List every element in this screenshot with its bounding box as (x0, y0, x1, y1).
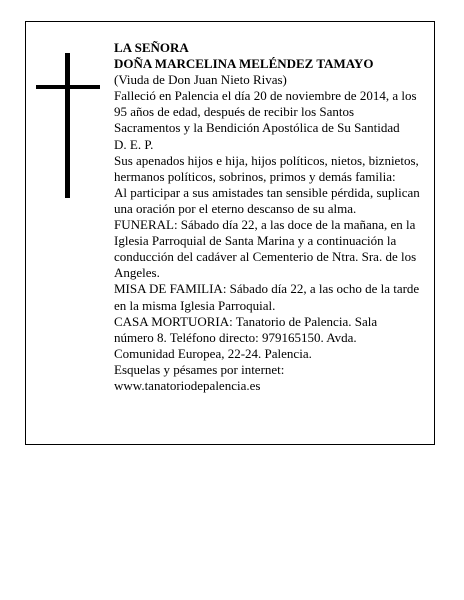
cross-icon (36, 53, 100, 198)
cross-horizontal-bar (36, 85, 100, 89)
family-mass-info: MISA DE FAMILIA: Sábado día 22, a las ocho de la tarde en la misma Iglesia Parroquial. (114, 281, 420, 313)
family-list: Sus apenados hijos e hija, hijos políticos, nietos, biznietos, hermanos políticos, sobrinos, primos y demás familia: (114, 152, 419, 184)
widow-of: (Viuda de Don Juan Nieto Rivas) (114, 72, 287, 88)
cross-vertical-bar (65, 53, 70, 198)
prayer-request: Al participar a sus amistades tan sensible pérdida, suplican una oración por el eterno descanso de su alma. (114, 184, 420, 216)
website-link[interactable]: www.tanatoriodepalencia.es (114, 377, 261, 393)
condolences-label: Esquelas y pésames por internet: (114, 361, 285, 377)
death-notice: Falleció en Palencia el día 20 de noviembre de 2014, a los 95 años de edad, después de recibir los Santos Sacramentos y la Bendición Apostólica de Su Santidad (114, 88, 417, 136)
obituary-heading: LA SEÑORA (114, 40, 189, 55)
deceased-name: DOÑA MARCELINA MELÉNDEZ TAMAYO (114, 56, 374, 72)
rip: D. E. P. (114, 136, 154, 152)
funeral-info: FUNERAL: Sábado día 22, a las doce de la mañana, en la Iglesia Parroquial de Santa Marina y a continuación la conducción del cadáver al Cementerio de Ntra. Sra. de los Angeles. (114, 217, 417, 281)
funeral-home-info: CASA MORTUORIA: Tanatorio de Palencia. Sala número 8. Teléfono directo: 979165150. Avda. Comunidad Europea, 22-24. Palencia. (114, 313, 378, 361)
obituary-text (114, 40, 420, 394)
